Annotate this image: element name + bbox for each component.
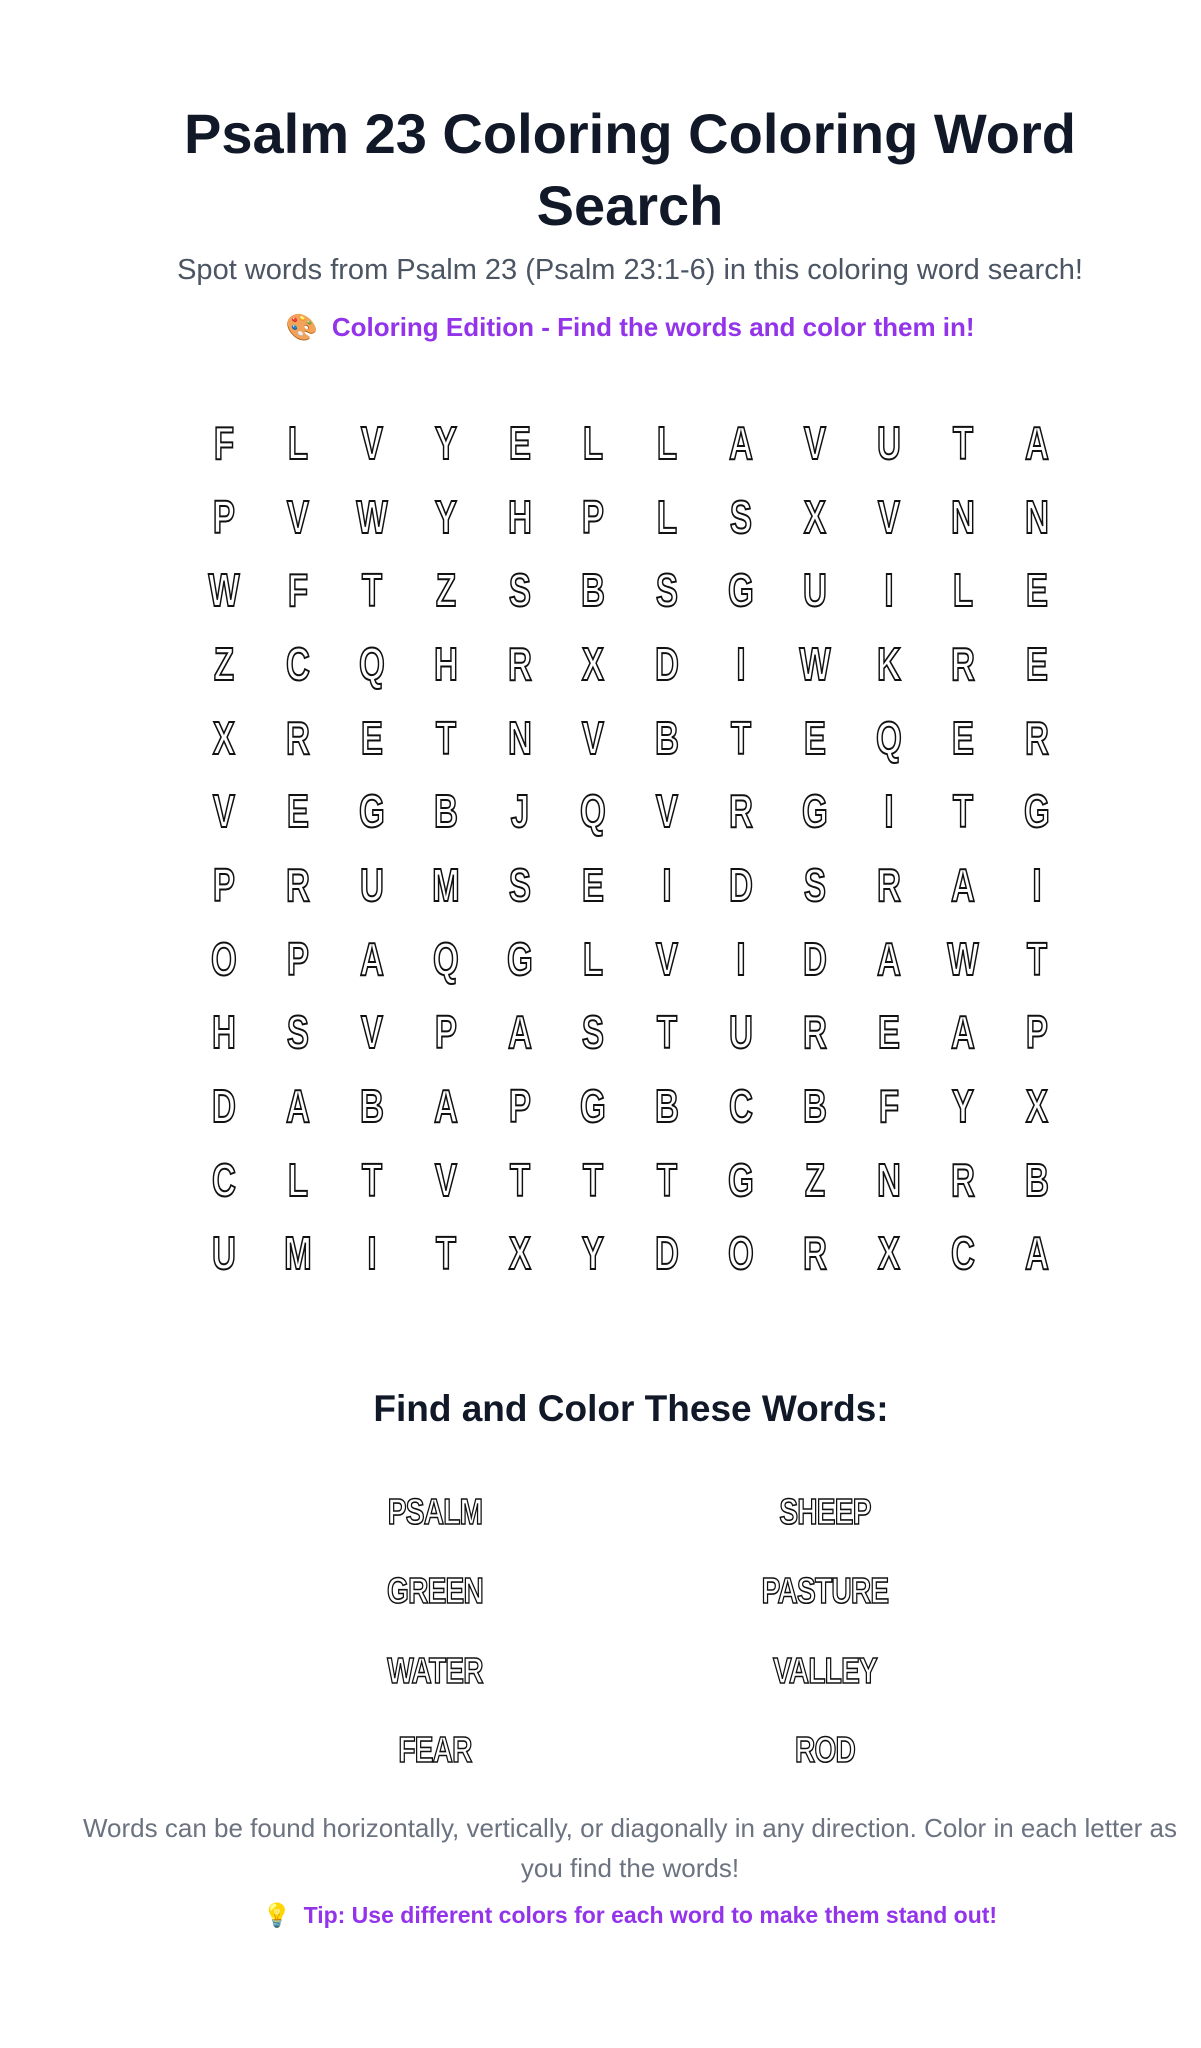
grid-cell[interactable]: V (434, 1153, 457, 1206)
grid-cell[interactable]: L (657, 416, 678, 469)
grid-cell[interactable]: R (729, 785, 754, 838)
grid-cell[interactable]: A (876, 932, 901, 985)
grid-cell[interactable]: A (359, 932, 384, 985)
word-list-item: ROD (794, 1729, 856, 1771)
grid-cell[interactable]: V (582, 711, 605, 764)
grid-cell[interactable]: T (361, 1153, 382, 1206)
word-list-item: PSALM (387, 1490, 483, 1532)
grid-cell[interactable]: S (582, 1006, 605, 1059)
grid-cell[interactable]: G (802, 785, 828, 838)
grid-cell[interactable]: I (884, 785, 894, 838)
grid-cell[interactable]: B (655, 711, 680, 764)
grid-cell[interactable]: P (286, 932, 309, 985)
grid-cell[interactable]: D (803, 932, 828, 985)
grid-cell[interactable]: T (583, 1153, 604, 1206)
grid-cell[interactable]: N (507, 711, 532, 764)
grid-cell[interactable]: R (950, 637, 975, 690)
grid-cell[interactable]: I (662, 858, 672, 911)
grid-cell[interactable]: Y (582, 1227, 605, 1280)
grid-cell[interactable]: H (433, 637, 458, 690)
word-list-item: GREEN (387, 1570, 483, 1612)
grid-cell[interactable]: E (360, 711, 383, 764)
grid-cell[interactable]: V (286, 490, 309, 543)
grid-cell[interactable]: Q (358, 637, 385, 690)
grid-cell[interactable]: T (435, 1227, 456, 1280)
grid-cell[interactable]: T (952, 785, 973, 838)
grid-cell[interactable]: R (803, 1227, 828, 1280)
grid-cell[interactable]: I (1032, 858, 1042, 911)
grid-cell[interactable]: V (212, 785, 235, 838)
grid-cell[interactable]: V (804, 416, 827, 469)
grid-cell[interactable]: U (359, 858, 384, 911)
grid-cell[interactable]: E (951, 711, 974, 764)
grid-cell[interactable]: S (508, 564, 531, 617)
grid-cell[interactable]: M (431, 858, 460, 911)
word-list-item: WATER (387, 1649, 483, 1691)
grid-cell[interactable]: B (1024, 1153, 1049, 1206)
instructions: Words can be found horizontally, vertically, or diagonally in any direction. Color in each letter as you find the words! (82, 1813, 1177, 1883)
grid-cell[interactable]: A (433, 1080, 458, 1133)
grid-cell[interactable]: V (656, 932, 679, 985)
tip-text: Tip: Use different colors for each word to make them stand out! (303, 1902, 998, 1928)
grid-cell[interactable]: L (287, 416, 308, 469)
grid-cell[interactable]: E (286, 785, 309, 838)
grid-cell[interactable]: G (580, 1080, 607, 1133)
grid-cell[interactable]: U (211, 1227, 236, 1280)
grid-cell[interactable]: E (508, 416, 531, 469)
grid-cell[interactable]: R (507, 637, 532, 690)
grid-cell[interactable]: D (729, 858, 754, 911)
grid-cell[interactable]: I (884, 564, 894, 617)
grid-cell[interactable]: A (729, 416, 754, 469)
grid-cell[interactable]: X (1025, 1080, 1048, 1133)
grid-cell[interactable]: B (803, 1080, 828, 1133)
grid-cell[interactable]: N (876, 1153, 901, 1206)
edition-text: Coloring Edition - Find the words and color them in! (331, 312, 975, 342)
grid-cell[interactable]: O (728, 1227, 755, 1280)
grid-cell[interactable]: Z (804, 1153, 826, 1206)
word-list-item: SHEEP (779, 1490, 871, 1532)
grid-cell[interactable]: Y (434, 490, 457, 543)
lightbulb-icon: 💡 (262, 1902, 292, 1928)
grid-cell[interactable]: E (582, 858, 605, 911)
grid-cell[interactable]: Y (951, 1080, 974, 1133)
grid-cell[interactable]: P (212, 858, 235, 911)
grid-cell[interactable]: T (657, 1006, 678, 1059)
grid-cell[interactable]: A (285, 1080, 310, 1133)
grid-cell[interactable]: Z (435, 564, 456, 617)
grid-cell[interactable]: L (952, 564, 973, 617)
grid-cell[interactable]: V (360, 1006, 383, 1059)
subtitle: Spot words from Psalm 23 (Psalm 23:1-6) in this coloring word search! (177, 254, 1083, 286)
grid-cell[interactable]: T (509, 1153, 530, 1206)
grid-cell[interactable]: I (367, 1227, 377, 1280)
grid-cell[interactable]: C (211, 1153, 236, 1206)
grid-cell[interactable]: B (433, 785, 458, 838)
grid-cell[interactable]: F (287, 564, 308, 617)
grid-cell[interactable]: V (360, 416, 383, 469)
grid-cell[interactable]: Z (213, 637, 235, 690)
word-list (240, 1472, 1020, 1790)
grid-cell[interactable]: F (878, 1080, 900, 1133)
grid-cell[interactable]: C (950, 1227, 975, 1280)
grid-cell[interactable]: D (211, 1080, 236, 1133)
grid-cell[interactable]: A (507, 1006, 532, 1059)
grid-cell[interactable]: X (212, 711, 235, 764)
grid-cell[interactable]: P (212, 490, 235, 543)
grid-cell[interactable]: L (657, 490, 678, 543)
grid-cell[interactable]: S (804, 858, 827, 911)
grid-cell[interactable]: L (583, 416, 604, 469)
grid-cell[interactable]: W (208, 564, 240, 617)
grid-cell[interactable]: J (510, 785, 529, 838)
grid-cell[interactable]: G (506, 932, 533, 985)
grid-cell[interactable]: U (803, 564, 828, 617)
grid-cell[interactable]: G (728, 564, 755, 617)
grid-cell[interactable]: W (799, 637, 831, 690)
grid-cell[interactable]: S (656, 564, 679, 617)
grid-cell[interactable]: C (729, 1080, 754, 1133)
grid-cell[interactable]: Q (876, 711, 902, 764)
grid-cell[interactable]: I (736, 932, 746, 985)
grid-cell[interactable]: I (736, 637, 746, 690)
grid-cell[interactable]: T (435, 711, 456, 764)
grid-cell[interactable]: C (285, 637, 310, 690)
grid-cell[interactable]: P (434, 1006, 457, 1059)
grid-cell[interactable]: L (287, 1153, 308, 1206)
grid-cell[interactable]: R (285, 711, 310, 764)
grid-cell[interactable]: D (655, 637, 680, 690)
grid-cell[interactable]: O (211, 932, 237, 985)
grid-cell[interactable]: P (582, 490, 605, 543)
grid-cell[interactable]: X (877, 1227, 901, 1280)
grid-cell[interactable]: B (359, 1080, 384, 1133)
grid-cell[interactable]: B (581, 564, 606, 617)
tip (60, 1902, 1200, 1929)
grid-cell[interactable]: H (211, 1006, 236, 1059)
word-list-item: VALLEY (772, 1649, 878, 1691)
grid-cell[interactable]: T (731, 711, 752, 764)
grid-cell[interactable]: X (508, 1227, 531, 1280)
word-search-grid (187, 406, 1074, 1290)
grid-cell[interactable]: R (803, 1006, 828, 1059)
word-list-heading: Find and Color These Words: (373, 1388, 889, 1429)
palette-icon: 🎨 (285, 312, 318, 342)
grid-cell[interactable]: T (657, 1153, 678, 1206)
grid-cell[interactable]: S (508, 858, 531, 911)
edition-banner (60, 312, 1200, 343)
grid-cell[interactable]: P (508, 1080, 531, 1133)
grid-cell[interactable]: Y (434, 416, 457, 469)
grid-cell[interactable]: M (284, 1227, 312, 1280)
grid-cell[interactable]: E (877, 1006, 901, 1059)
grid-cell[interactable]: L (583, 932, 604, 985)
grid-cell[interactable]: W (356, 490, 388, 543)
grid-cell[interactable]: S (286, 1006, 309, 1059)
word-list-item: PASTURE (761, 1570, 889, 1612)
word-list-item: FEAR (398, 1729, 472, 1771)
grid-cell[interactable]: S (730, 490, 753, 543)
grid-cell[interactable]: G (728, 1153, 755, 1206)
grid-cell[interactable]: E (1025, 564, 1048, 617)
grid-cell[interactable]: N (950, 490, 975, 543)
grid-cell[interactable]: V (877, 490, 901, 543)
grid-cell[interactable]: A (1024, 416, 1049, 469)
grid-cell[interactable]: H (507, 490, 532, 543)
grid-cell[interactable]: B (655, 1080, 680, 1133)
grid-cell[interactable]: X (582, 637, 605, 690)
grid-cell[interactable]: R (950, 1153, 975, 1206)
grid-cell[interactable]: U (876, 416, 901, 469)
grid-cell[interactable]: T (1026, 932, 1047, 985)
grid-cell[interactable]: A (950, 858, 975, 911)
grid-cell[interactable]: F (213, 416, 235, 469)
grid-cell[interactable]: A (1024, 1227, 1049, 1280)
grid-cell[interactable]: R (285, 858, 310, 911)
grid-cell[interactable]: E (804, 711, 827, 764)
grid-cell[interactable]: W (947, 932, 979, 985)
page-title: Psalm 23 Coloring Coloring Word Search (184, 102, 1076, 237)
grid-cell[interactable]: R (876, 858, 901, 911)
grid-cell[interactable]: K (876, 637, 901, 690)
grid-cell[interactable]: X (804, 490, 827, 543)
grid-cell[interactable]: G (1023, 785, 1050, 838)
grid-cell[interactable]: R (1024, 711, 1049, 764)
grid-cell[interactable]: A (950, 1006, 975, 1059)
grid-cell[interactable]: D (655, 1227, 680, 1280)
grid-cell[interactable]: U (729, 1006, 754, 1059)
grid-cell[interactable]: V (656, 785, 679, 838)
grid-cell[interactable]: E (1025, 637, 1048, 690)
grid-cell[interactable]: P (1025, 1006, 1048, 1059)
grid-cell[interactable]: Q (580, 785, 607, 838)
grid-cell[interactable]: T (952, 416, 973, 469)
grid-cell[interactable]: G (358, 785, 385, 838)
grid-cell[interactable]: Q (432, 932, 459, 985)
grid-cell[interactable]: N (1024, 490, 1049, 543)
grid-cell[interactable]: T (361, 564, 382, 617)
